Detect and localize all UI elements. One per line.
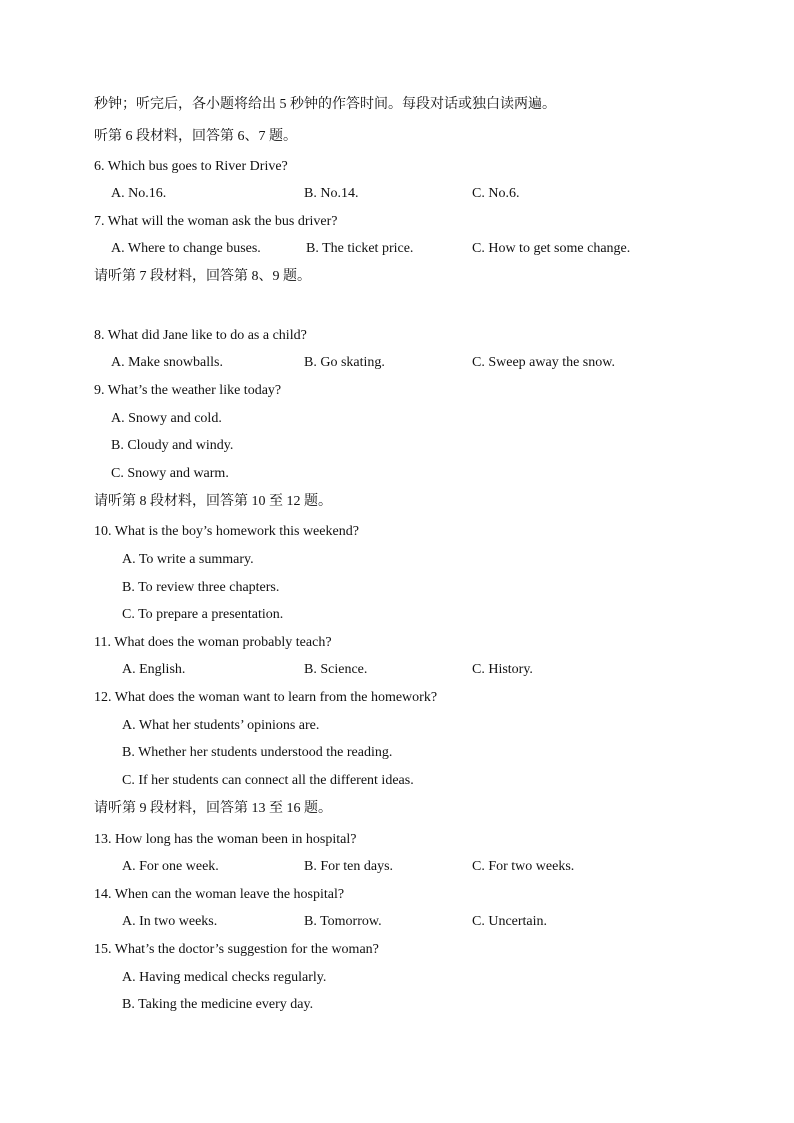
question-11: 11. What does the woman probably teach?: [94, 635, 332, 650]
question-11-option-c: C. History.: [472, 662, 533, 677]
question-9-option-a: A. Snowy and cold.: [111, 411, 222, 426]
section-heading-9: 请听第 9 段材料，回答第 13 至 16 题。: [94, 801, 332, 816]
question-6: 6. Which bus goes to River Drive?: [94, 159, 288, 174]
question-8-option-a: A. Make snowballs.: [111, 355, 223, 370]
question-15-option-a: A. Having medical checks regularly.: [122, 970, 327, 985]
question-8-option-c: C. Sweep away the snow.: [472, 355, 615, 370]
question-10-option-c: C. To prepare a presentation.: [122, 607, 284, 622]
question-14-option-b: B. Tomorrow.: [304, 914, 382, 929]
question-10: 10. What is the boy’s homework this weekend?: [94, 524, 359, 539]
question-12-option-c: C. If her students can connect all the different ideas.: [122, 773, 414, 788]
question-10-option-a: A. To write a summary.: [122, 552, 254, 567]
question-13-option-b: B. For ten days.: [304, 859, 394, 874]
question-7-option-b: B. The ticket price.: [306, 241, 414, 256]
question-11-option-b: B. Science.: [304, 662, 368, 677]
question-12: 12. What does the woman want to learn from the homework?: [94, 690, 438, 705]
intro-text: 秒钟；听完后，各小题将给出 5 秒钟的作答时间。每段对话或独白读两遍。: [94, 97, 556, 112]
question-12-option-b: B. Whether her students understood the reading.: [122, 745, 393, 760]
question-7-option-c: C. How to get some change.: [472, 241, 631, 256]
question-12-option-a: A. What her students’ opinions are.: [122, 718, 320, 733]
question-6-option-c: C. No.6.: [472, 186, 520, 201]
question-6-option-b: B. No.14.: [304, 186, 359, 201]
question-7: 7. What will the woman ask the bus driver?: [94, 214, 338, 229]
question-8: 8. What did Jane like to do as a child?: [94, 328, 307, 343]
question-14: 14. When can the woman leave the hospital?: [94, 887, 345, 902]
question-10-option-b: B. To review three chapters.: [122, 580, 280, 595]
question-9-option-b: B. Cloudy and windy.: [111, 438, 234, 453]
question-13-option-a: A. For one week.: [122, 859, 219, 874]
question-15-option-b: B. Taking the medicine every day.: [122, 997, 314, 1012]
question-8-option-b: B. Go skating.: [304, 355, 385, 370]
question-14-option-a: A. In two weeks.: [122, 914, 218, 929]
question-11-option-a: A. English.: [122, 662, 186, 677]
question-9-option-c: C. Snowy and warm.: [111, 466, 229, 481]
question-15: 15. What’s the doctor’s suggestion for the woman?: [94, 942, 379, 957]
question-6-option-a: A. No.16.: [111, 186, 167, 201]
section-heading-8: 请听第 8 段材料，回答第 10 至 12 题。: [94, 494, 332, 509]
question-13: 13. How long has the woman been in hospital?: [94, 832, 357, 847]
section-heading-6: 听第 6 段材料，回答第 6、7 题。: [94, 129, 297, 144]
section-heading-7: 请听第 7 段材料，回答第 8、9 题。: [94, 269, 311, 284]
question-13-option-c: C. For two weeks.: [472, 859, 575, 874]
question-7-option-a: A. Where to change buses.: [111, 241, 261, 256]
question-9: 9. What’s the weather like today?: [94, 383, 282, 398]
question-14-option-c: C. Uncertain.: [472, 914, 548, 929]
